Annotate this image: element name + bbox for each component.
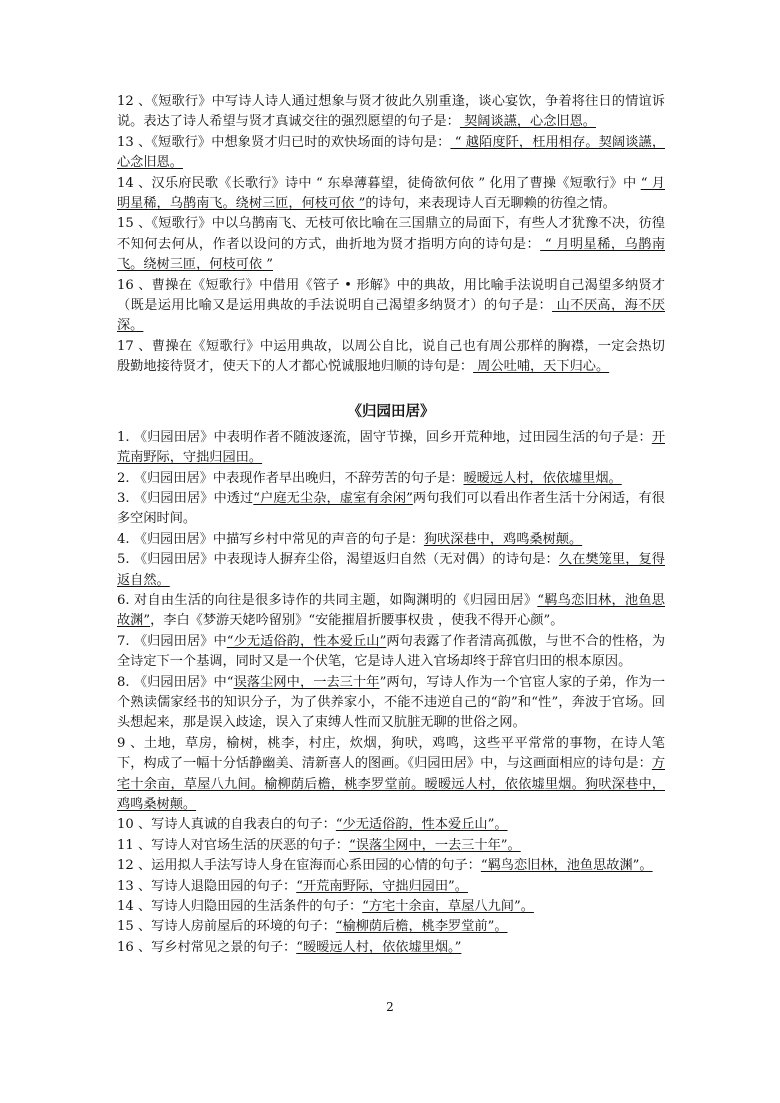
answer-text: 暧暧远人村，依依墟里烟。 [463, 470, 622, 486]
answer-text: 山不厌高，海不厌深。 [117, 298, 665, 334]
answer-text: “方宅十余亩，草屋八九间”。 [362, 899, 534, 915]
question-item [117, 856, 665, 876]
answer-text: “羁鸟恋旧林，池鱼思故渊” [117, 592, 665, 629]
answer-text: 开荒南野际，守拙归园田。 [117, 429, 665, 466]
question-text: 13 、《短歌行》中想象贤才归已时的欢快场面的诗句是： [117, 134, 451, 150]
question-text: 14 、汉乐府民歌《长歌行》诗中 “ 东皋薄暮望，徒倚欲何依 ” 化用了曹操《短歌行》中 [117, 175, 641, 191]
question-item [117, 550, 665, 591]
question-text: 3. 《归园田居》中透过 [117, 490, 254, 506]
short-song-items [117, 92, 665, 378]
question-text-tail: 的诗句，来表现诗人百无聊赖的彷徨之情。 [365, 196, 616, 212]
question-text: 12 、《短歌行》中写诗人诗人通过想象与贤才彼此久别重逢，谈心宴饮，争着将往日的情谊诉说。表达了诗人希望与贤才真诚交往的强烈愿望的句子是： [117, 94, 665, 130]
answer-text: “ 月明星稀，乌鹊南飞。绕树三匝，何枝可依 ” [117, 236, 666, 273]
answer-text: 久在樊笼里，复得返自然。 [117, 552, 665, 588]
question-text: 10 、写诗人真诚的自我表白的句子： [117, 817, 336, 833]
question-item [117, 734, 665, 816]
question-text: 15 、《短歌行》中以乌鹊南飞、无枝可依比喻在三国鼎立的局面下，有些人才犹豫不决，彷徨不知何去何从，作者以设问的方式，曲折地为贤才指明方向的诗句是： [117, 216, 665, 252]
question-item [117, 489, 665, 530]
question-text: 1. 《归园田居》中表明作者不随波逐流，固守节操，回乡开荒种地，过田园生活的句子是： [117, 429, 652, 445]
question-item [117, 673, 665, 734]
question-text: 16 、曹操在《短歌行》中借用《管子 • 形解》中的典故，用比喻手法说明自己渴望多纳贤才（既是运用比喻又是运用典故的手法说明自己渴望多纳贤才）的句子是： [117, 277, 665, 314]
question-text: 2. 《归园田居》中表现作者早出晚归，不辞劳苦的句子是： [117, 470, 464, 486]
answer-text: “榆柳荫后檐，桃李罗堂前”。 [335, 919, 508, 935]
question-text: 13 、写诗人退隐田园的句子： [117, 878, 297, 894]
question-text: 9 、土地，草房，榆树，桃李，村庄，炊烟，狗吠，鸡鸣，这些平平常常的事物，在诗人笔下，构成了一幅十分恬静幽美、清新喜人的图画。《归园田居》中，与这画面相应的诗句是： [117, 735, 665, 772]
question-item [117, 815, 665, 835]
question-item [117, 897, 665, 917]
question-item [117, 938, 665, 958]
answer-text: “羁鸟恋旧林，池鱼思故渊”。 [480, 858, 653, 874]
answer-text: 契阔谈讌，心念旧恩。 [459, 114, 596, 130]
question-text: 6. 对自由生活的向往是很多诗作的共同主题，如陶渊明的《归园田居》 [117, 592, 538, 608]
question-item [117, 174, 665, 215]
question-item [117, 133, 665, 174]
answer-text: “少无适俗韵，性本爱丘山”。 [335, 817, 508, 833]
question-item [117, 92, 665, 133]
question-item [117, 917, 665, 937]
document-page [117, 92, 665, 958]
return-to-fields-items [117, 428, 665, 959]
question-text: 11 、写诗人对官场生活的厌恶的句子： [117, 837, 349, 853]
question-text-tail: ”两句，写诗人作为一个官宦人家的子弟，作为一个熟读儒家经书的知识分子，为了供养家小，不能不违逆自己的“韵”和“性”，奔波于官场。回头想起来，那是误入歧途，误入了束缚人性而又肮脏无聊的世俗之网。 [117, 674, 666, 731]
question-text: 7. 《归园田居》中 [117, 633, 227, 649]
section-title: 《归园田居》 [347, 402, 435, 420]
answer-text: “户庭无尘杂，虚室有余闲” [253, 490, 413, 506]
answer-text: 狗吠深巷中，鸡鸣桑树颠。 [423, 531, 583, 547]
question-item [117, 276, 665, 337]
question-text: 16 、写乡村常见之景的句子： [117, 939, 297, 955]
question-text: 5. 《归园田居》中表现诗人摒弃尘俗，渴望返归自然（无对偶）的诗句是： [117, 552, 559, 568]
answer-text: 周公吐哺，天下归心。 [473, 359, 610, 375]
answer-text: “暧暧远人村，依依墟里烟。” [296, 939, 462, 955]
question-item [117, 632, 665, 673]
answer-text: “ 月明星稀，乌鹊南飞。绕树三匝，何枝可依 ” [117, 175, 665, 212]
question-item [117, 591, 665, 632]
question-text: 8. 《归园田居》中“ [117, 674, 234, 690]
answer-text: “ 越陌度阡，枉用相存。契阔谈讌，心念旧恩。 [117, 134, 666, 171]
question-item [117, 214, 665, 275]
question-item [117, 337, 665, 378]
question-text-tail: 两句我们可以看出作者生活十分闲适，有很多空闲时间。 [117, 490, 665, 527]
page-number: 2 [386, 1000, 394, 1014]
question-item [117, 428, 665, 469]
question-text: 15 、写诗人房前屋后的环境的句子： [117, 919, 336, 935]
answer-text: 误落尘网中，一去三十年 [233, 674, 380, 690]
question-item [117, 836, 665, 856]
answer-text: “开荒南野际，守拙归园田”。 [296, 878, 468, 894]
question-item [117, 530, 665, 550]
answer-text: 方宅十余亩，草屋八九间。榆柳荫后檐，桃李罗堂前。暧暧远人村，依依墟里烟。狗吠深巷中，鸡鸣桑树颠。 [117, 756, 665, 812]
question-text: 12 、运用拟人手法写诗人身在宦海而心系田园的心情的句子： [117, 858, 481, 874]
question-text: 14 、写诗人归隐田园的生活条件的句子： [117, 899, 363, 915]
question-item [117, 877, 665, 897]
question-text: 4. 《归园田居》中描写乡村中常见的声音的句子是： [117, 531, 424, 547]
question-item [117, 469, 665, 489]
question-text-tail: 两句表露了作者清高孤傲，与世不合的性格，为全诗定下一个基调，同时又是一个伏笔，它是诗人进入官场却终于辞官归田的根本原因。 [117, 633, 666, 670]
answer-text: “少无适俗韵，性本爱丘山” [226, 633, 387, 649]
question-text-tail: ，李白《梦游天姥吟留别》“安能摧眉折腰事权贵 ，使我不得开心颜”。 [150, 613, 564, 629]
answer-text: “误落尘网中，一去三十年”。 [348, 837, 521, 853]
question-text: 17 、曹操在《短歌行》中运用典故，以周公自比，说自己也有周公那样的胸襟，一定会热切殷勤地接待贤才，使天下的人才都心悦诚服地归顺的诗句是： [117, 338, 665, 375]
